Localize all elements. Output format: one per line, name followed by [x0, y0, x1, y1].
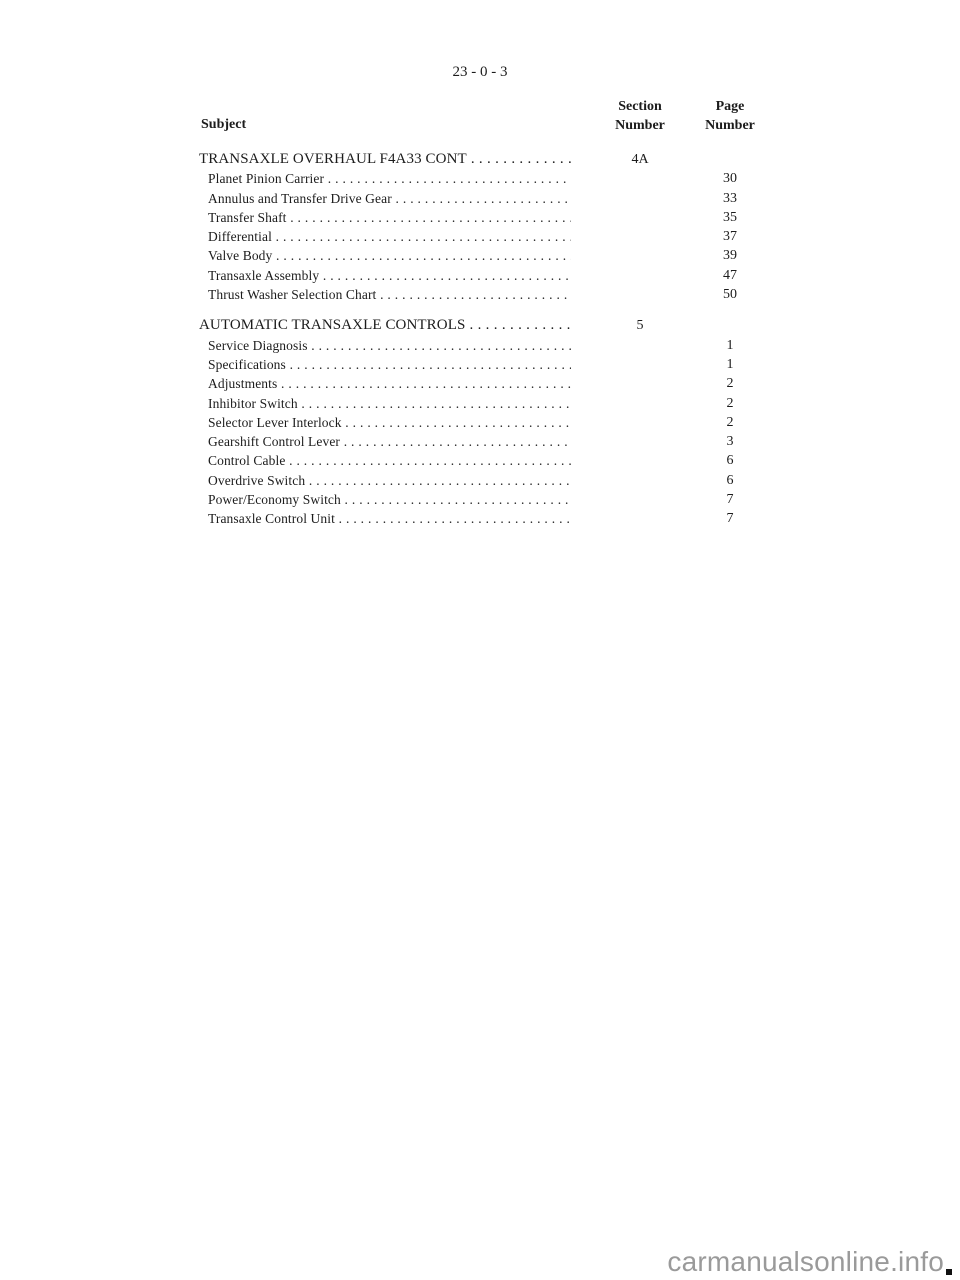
toc-entry	[0, 336, 960, 355]
entry-page: 1	[726, 356, 734, 372]
toc-entry	[0, 355, 960, 374]
toc-entry	[0, 413, 960, 432]
toc-entry	[0, 432, 960, 451]
toc-entry	[0, 266, 960, 285]
toc-entry	[0, 509, 960, 528]
section-title: AUTOMATIC TRANSAXLE CONTROLS . . .	[199, 316, 571, 335]
toc-entry	[0, 471, 960, 490]
toc-section-heading	[0, 150, 960, 169]
toc-section-heading	[0, 316, 960, 335]
toc-entry	[0, 374, 960, 393]
entry-title: Gearshift Control Lever . . .	[208, 432, 571, 451]
entry-title: Transfer Shaft . . .	[208, 208, 571, 227]
entry-title: Adjustments . . .	[208, 374, 571, 393]
entry-page: 6	[726, 453, 734, 469]
entry-page: 2	[726, 395, 734, 411]
entry-title: Thrust Washer Selection Chart . . .	[208, 285, 571, 304]
entry-page: 2	[726, 376, 734, 392]
toc-entry	[0, 490, 960, 509]
toc-entry	[0, 208, 960, 227]
toc-entry	[0, 451, 960, 470]
entry-title: Service Diagnosis . . .	[208, 336, 571, 355]
section-header-line1: Section	[618, 99, 662, 114]
entry-page: 1	[726, 337, 734, 353]
entry-title: Selector Lever Interlock . . .	[208, 413, 571, 432]
entry-title: Inhibitor Switch . . .	[208, 394, 571, 413]
entry-title: Transaxle Control Unit . . .	[208, 509, 571, 528]
section-number: 4A	[631, 152, 649, 167]
entry-title: Control Cable . . .	[208, 451, 571, 470]
toc-entry	[0, 227, 960, 246]
entry-page: 7	[726, 492, 734, 508]
entry-title: Power/Economy Switch . . .	[208, 490, 571, 509]
page-header-line2: Number	[705, 118, 755, 133]
entry-title: Differential . . .	[208, 227, 571, 246]
entry-page: 3	[726, 434, 734, 450]
entry-page: 39	[723, 248, 737, 264]
section-number-column-header	[600, 97, 680, 135]
page-header-line1: Page	[715, 99, 745, 114]
section-number: 5	[636, 318, 644, 334]
watermark-link[interactable]: carmanualsonline.info	[667, 1246, 952, 1278]
page-number-column-header	[690, 97, 770, 135]
section-title: TRANSAXLE OVERHAUL F4A33 CONT . . .	[199, 150, 571, 169]
entry-page: 35	[723, 209, 737, 225]
entry-page: 47	[723, 267, 737, 283]
entry-page: 6	[726, 472, 734, 488]
section-header-line2: Number	[615, 118, 665, 133]
entry-page: 7	[726, 511, 734, 527]
entry-page: 50	[723, 287, 737, 303]
toc-entry	[0, 285, 960, 304]
entry-title: Specifications . . .	[208, 355, 571, 374]
toc-entry	[0, 246, 960, 265]
subject-column-header: Subject	[201, 117, 247, 132]
page-number: 23 - 0 - 3	[452, 64, 508, 80]
entry-title: Overdrive Switch . . .	[208, 471, 571, 490]
toc-section	[0, 316, 960, 528]
entry-title: Planet Pinion Carrier . . .	[208, 169, 571, 188]
toc-entry	[0, 189, 960, 208]
entry-title: Annulus and Transfer Drive Gear . . .	[208, 189, 571, 208]
entry-page: 33	[723, 190, 737, 206]
entry-page: 2	[726, 414, 734, 430]
toc-entry	[0, 394, 960, 413]
entry-page: 37	[723, 229, 737, 245]
entry-title: Transaxle Assembly . . .	[208, 266, 571, 285]
entry-title: Valve Body . . .	[208, 246, 571, 265]
table-of-contents	[0, 150, 960, 541]
toc-section	[0, 150, 960, 304]
toc-entry	[0, 169, 960, 188]
entry-page: 30	[723, 171, 737, 187]
